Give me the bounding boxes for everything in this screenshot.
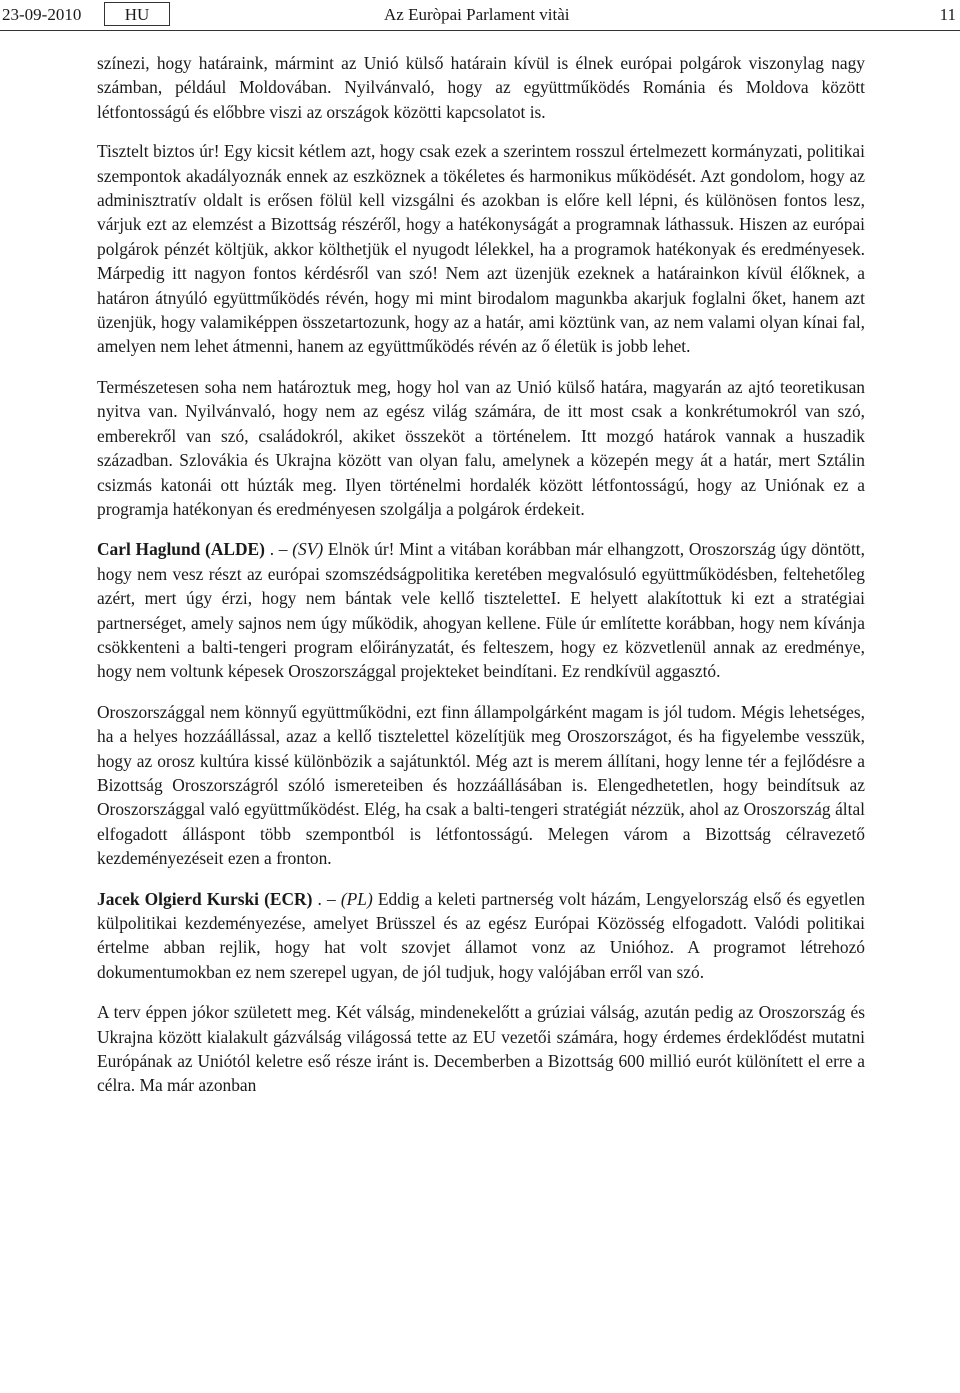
language-badge: HU [104, 2, 170, 26]
paragraph-russia-cooperation: Oroszországgal nem könnyű együttműködni, ezt finn állampolgárként magam is jól tudom. Mégis lehetséges, ha a helyes hozzáállással, azaz a kellő tisztelettel közelítjük meg Oroszországot, és ha figyelembe vesszük, hogy az orosz kultúra kissé különbözik a sajátunktól. Még azt is merem állítani, hogy lenne tér a fejlődésre a Bizottság Oroszországról szóló ismereteiben és hozzáállásában is. Elengedhetetlen, hogy beindítsuk az Oroszországgal való együttműködést. Elég, ha csak a balti-tengeri stratégiát nézzük, ahol az Oroszország által elfogadott álláspont több szempontból is létfontosságú. Melegen várom a Bizottság célravezető kezdeményezéseit ezen a fronton. [97, 701, 865, 869]
speech-text: Eddig a keleti partnerség volt házám, Lengyelország első és egyetlen külpolitikai kezdeményezése, amelyet Brüsszel és az egész Európai Közösség elfogadott. Valódi politikai értelme abban rejlik, hogy hat volt szovjet államot vonz az Unióhoz. A programot létrehozó dokumentumokban ez nem szerepel ugyan, de jól tudjuk, hogy valójában erről van szó. [97, 888, 866, 982]
document-title: Az Euròpai Parlament vitài [384, 5, 570, 24]
speaker-name: Jacek Olgierd Kurski (ECR) [97, 888, 313, 909]
speaker-separator: . – [264, 539, 293, 560]
paragraph-commissioner-address: Tisztelt biztos úr! Egy kicsit kétlem azt, hogy csak ezek a szerintem rosszul értelmezett kormányzati, politikai szempontok akadályoznák ennek az eszköznek a tökéletes és harmonikus működését. Azt gondolom, hogy az adminisztratív oldalt is erősen fölül kell vizsgálni és azokban is előre kell lépni, és különösen fontos lesz, várjuk ezt az elemzést a Bizottság részéről, hogy a hatékonyságát a programnak láthassuk. Hiszen az európai polgárok pénzét költjük, akkor költhetjük el nyugodt lélekkel, ha a programok hatékonyak és eredményesek. Márpedig itt nagyon fontos kérdésről van szó! Nem azt üzenjük ezeknek a határainkon kívül élőknek, a határon átnyúló együttműködés révén, hogy mi mint birodalom magunkba akarjuk foglalni őket, hanem azt üzenjük, hogy valamiképpen összetartozunk, hogy az a határ, ami köztünk van, az nem valami olyan kínai fal, amelyen nem lehet átmenni, hanem az együttműködés révén az ő életük is jobb lehet. [97, 141, 865, 357]
speaker-separator: . – [312, 888, 341, 909]
page-number: 11 [939, 5, 956, 24]
header-date: 23-09-2010 [2, 5, 82, 24]
speaker-language: (PL) [340, 888, 373, 909]
paragraph-continuation: színezi, hogy határaink, mármint az Unió külső határain kívül is élnek európai polgárok viszonylag nagy számban, például Moldovában. Nyilvánvaló, hogy az együttműködés Románia és Moldova között létfontosságú és előbbre viszi az országok közötti kapcsolatot is. [97, 53, 865, 122]
header-divider [0, 30, 960, 31]
speaker-name: Carl Haglund (ALDE) [97, 539, 265, 560]
page-header [0, 0, 960, 30]
paragraph-external-border: Természetesen soha nem határoztuk meg, hogy hol van az Unió külső határa, magyarán az ajtó teoretikusan nyitva van. Nyilvánvaló, hogy nem az egész világ számára, de itt most csak a konkrétumokról van szó, emberekről van szó, családokról, akiket összeköt a történelem. Itt mozgó határok vannak a huszadik században. Szlovákia és Ukrajna között van olyan falu, amelynek a közepén megy át a határ, mert Sztálin csizmás katonái ott húzták meg. Ilyen történelmi hordalék között létfontosságú, hogy az Uniónak ez a programja hatékonyan és eredményesen szolgálja a polgárok érdekeit. [97, 376, 865, 519]
document-body [97, 51, 865, 1114]
speech-text: Elnök úr! Mint a vitában korábban már elhangzott, Oroszország úgy döntött, hogy nem vesz részt az európai szomszédságpolitika keretében megvalósuló együttműködésben, feltehetőleg azért, mert úgy érzi, hogy nem bántak vele kellő tiszteletteI. E helyett alakítottuk ki ezt a stratégiai partnerséget, amely sajnos nem úgy működik, ahogyan kellene. Füle úr említette korábban, hogy nem kívánja csökkenteni a balti-tengeri program előirányzatát, és felteszem, hogy ez közvetlenül annak az eredménye, hogy nem voltunk képesek Oroszországgal projekteket beindítani. Ez rendkívül aggasztó. [97, 539, 865, 682]
speaker-language: (SV) [292, 539, 324, 560]
paragraph-plan-timing: A terv éppen jókor született meg. Két válság, mindenekelőtt a grúziai válság, azután pedig az Oroszország és Ukrajna között kialakult gázválság világossá tette az EU vezetői számára, hogy érdemes érdeklődést mutatni Európának az Uniótól keletre eső része iránt is. Decemberben a Bizottság 600 millió eurót különített el erre a célra. Ma már azonban [97, 1002, 865, 1096]
speech-kurski [97, 887, 865, 985]
speech-haglund [97, 537, 865, 683]
